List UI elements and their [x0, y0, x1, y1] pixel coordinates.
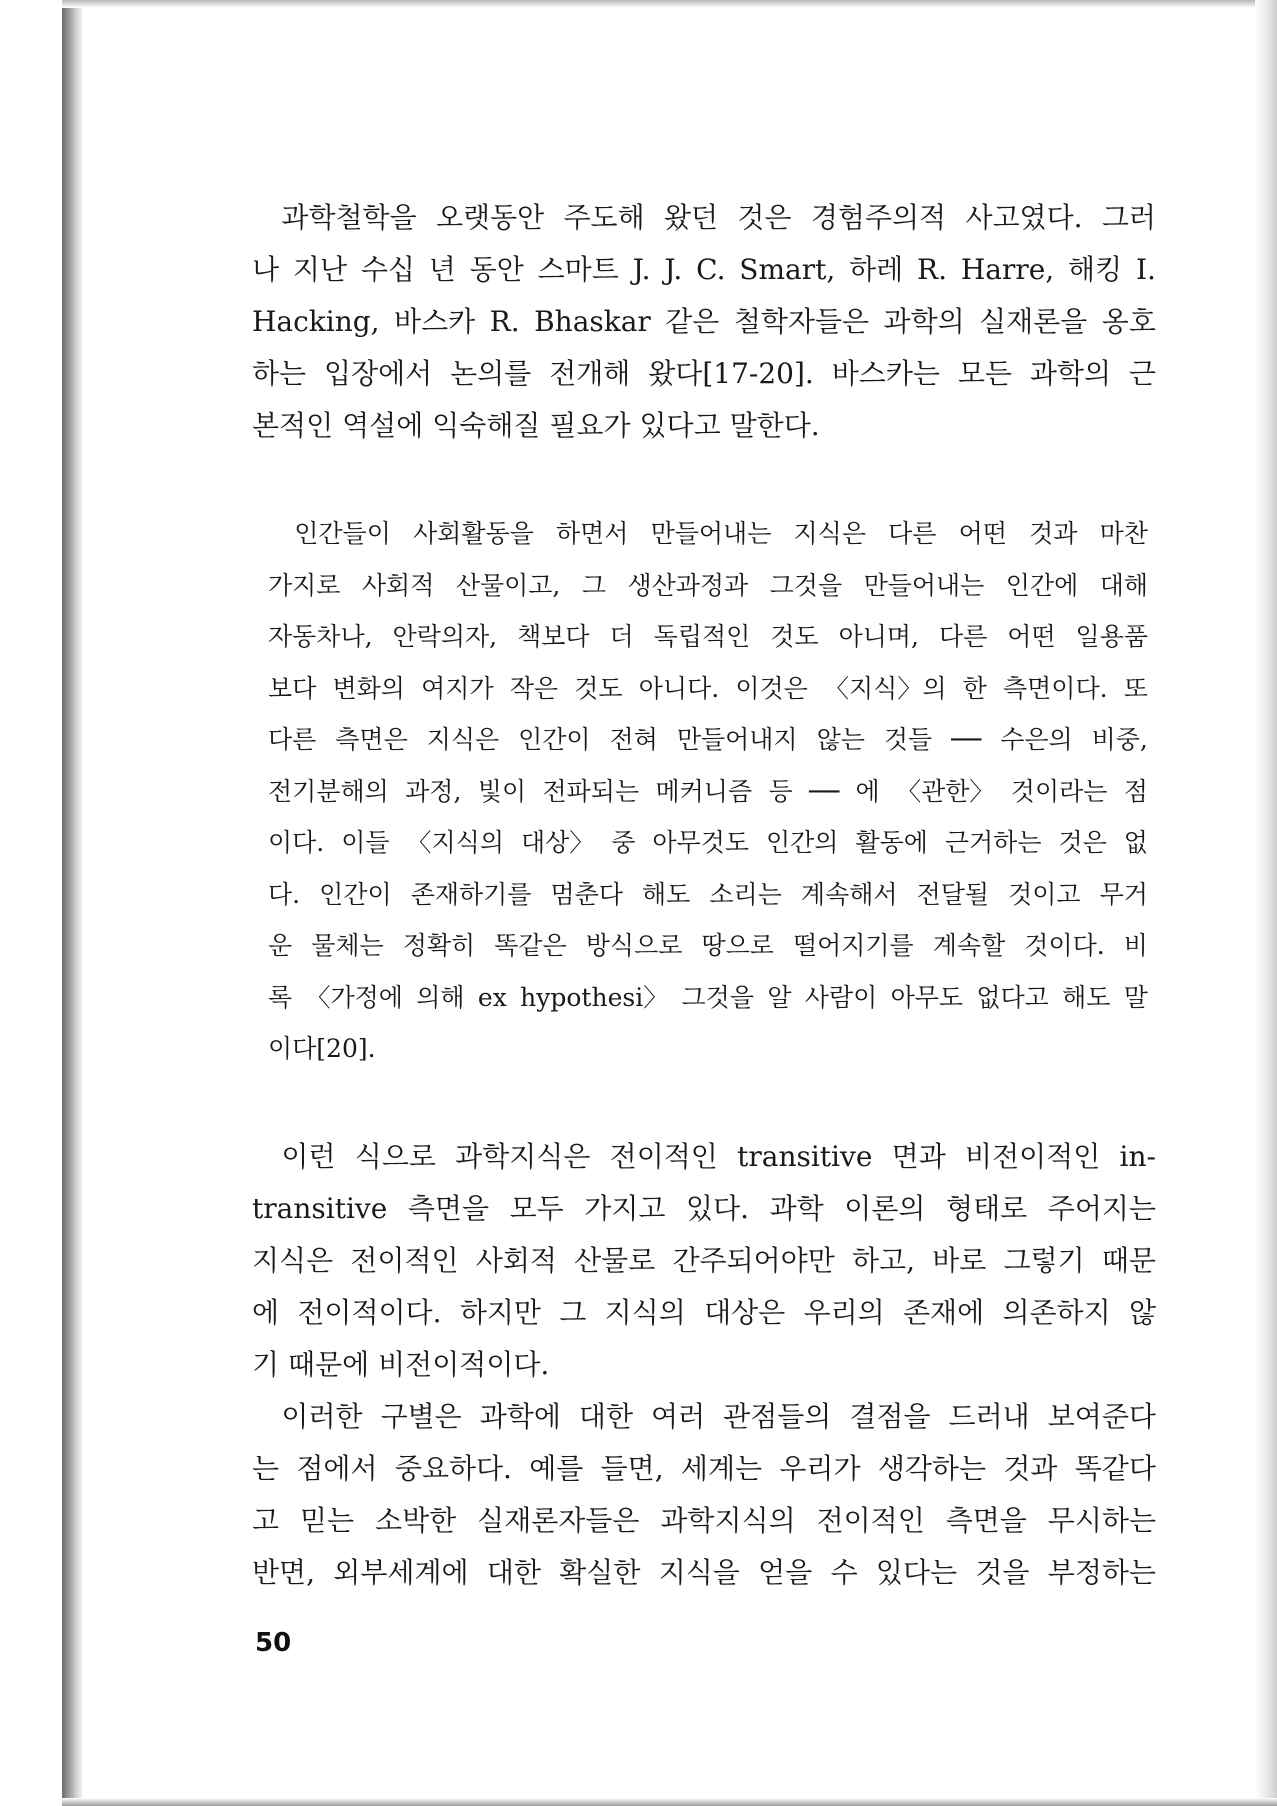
text-line: 이런 식으로 과학지식은 전이적인 transitive 면과 비전이적인 in-: [281, 1139, 1156, 1173]
text-line: 이러한 구별은 과학에 대한 여러 관점들의 결점을 드러내 보여준다: [281, 1399, 1156, 1433]
page-number: 50: [255, 1628, 292, 1658]
text-line: Hacking, 바스카 R. Bhaskar 같은 철학자들은 과학의 실재론을 옹호: [252, 305, 1156, 338]
text-line: 본적인 역설에 익숙해질 필요가 있다고 말한다.: [252, 409, 820, 442]
text-line: 나 지난 수십 년 동안 스마트 J. J. C. Smart, 하레 R. Harre, 해킹 I.: [252, 253, 1156, 286]
book-spine-shadow: [62, 0, 82, 1806]
page-right-edge: [1255, 0, 1277, 1806]
text-line: 자동차나, 안락의자, 책보다 더 독립적인 것도 아니며, 다른 어떤 일용품: [268, 622, 1148, 651]
text-line: 보다 변화의 여지가 작은 것도 아니다. 이것은 〈지식〉의 한 측면이다. 또: [268, 673, 1148, 703]
text-line: 반면, 외부세계에 대한 확실한 지식을 얻을 수 있다는 것을 부정하는: [252, 1555, 1156, 1589]
paragraph-3: [252, 1391, 1156, 1599]
paragraph-gap: [252, 1075, 1156, 1131]
block-quotation: [268, 508, 1148, 1075]
page-body: [252, 192, 1156, 1599]
text-line: 는 점에서 중요하다. 예를 들면, 세계는 우리가 생각하는 것과 똑같다: [252, 1451, 1156, 1485]
paragraph-1: [252, 192, 1156, 452]
text-line: 고 믿는 소박한 실재론자들은 과학지식의 전이적인 측면을 무시하는: [252, 1503, 1156, 1537]
text-line: 이다[20].: [268, 1034, 376, 1063]
text-line: 지식은 전이적인 사회적 산물로 간주되어야만 하고, 바로 그렇기 때문: [252, 1243, 1156, 1277]
text-line: 기 때문에 비전이적이다.: [252, 1347, 550, 1381]
text-line: 록 〈가정에 의해 ex hypothesi〉 그것을 알 사람이 아무도 없다고 해도 말: [268, 982, 1148, 1012]
page-bottom-edge: [62, 1798, 1277, 1806]
text-line: 다. 인간이 존재하기를 멈춘다 해도 소리는 계속해서 전달될 것이고 무거: [268, 879, 1148, 909]
text-line: 이다. 이들 〈지식의 대상〉 중 아무것도 인간의 활동에 근거하는 것은 없: [268, 828, 1148, 857]
page-top-edge: [62, 0, 1277, 8]
paragraph-2: [252, 1131, 1156, 1391]
text-line: 전기분해의 과정, 빛이 전파되는 메커니즘 등 ── 에 〈관한〉 것이라는 점: [268, 776, 1148, 806]
text-line: 다른 측면은 지식은 인간이 전혀 만들어내지 않는 것들 ── 수은의 비중,: [268, 725, 1148, 754]
text-line: 가지로 사회적 산물이고, 그 생산과정과 그것을 만들어내는 인간에 대해: [268, 570, 1148, 600]
text-line: 인간들이 사회활동을 하면서 만들어내는 지식은 다른 어떤 것과 마찬: [294, 519, 1148, 548]
paragraph-gap: [252, 452, 1156, 508]
text-line: transitive 측면을 모두 가지고 있다. 과학 이론의 형태로 주어지는: [252, 1191, 1156, 1225]
text-line: 과학철학을 오랫동안 주도해 왔던 것은 경험주의적 사고였다. 그러: [281, 201, 1156, 234]
text-line: 하는 입장에서 논의를 전개해 왔다[17-20]. 바스카는 모든 과학의 근: [252, 357, 1156, 390]
text-line: 운 물체는 정확히 똑같은 방식으로 땅으로 떨어지기를 계속할 것이다. 비: [268, 931, 1148, 960]
text-line: 에 전이적이다. 하지만 그 지식의 대상은 우리의 존재에 의존하지 않: [252, 1295, 1156, 1329]
